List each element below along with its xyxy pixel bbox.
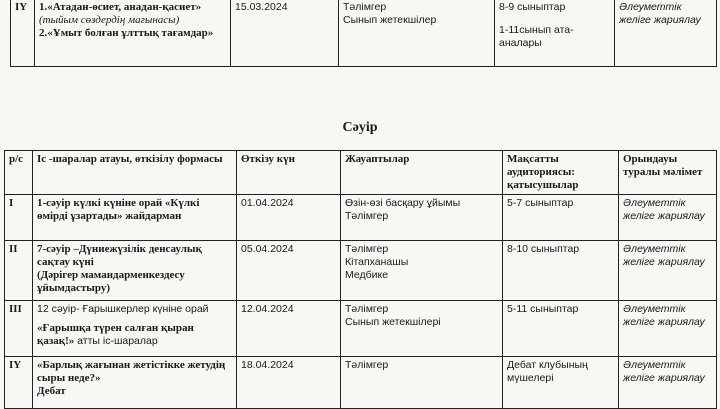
event-subtitle: (Дәрігер мамандарменкездесу ұйымдастыру) [37,269,185,294]
date-cell: 12.04.2024 [237,301,341,357]
event-subtitle: Дебат [37,385,66,397]
date-cell: 15.03.2024 [231,0,339,67]
responsible-name: Сынып жетекшілері [345,316,441,328]
event-quote: «Ғарышқа түрен салған қыран қазақ!» [37,322,194,347]
header-num: р/с [5,151,33,195]
responsible-name: Тәлімгер [343,1,387,13]
row-number: I [5,195,33,241]
row-number: IY [5,357,33,409]
responsible-name: Кітапханашы [345,256,409,268]
info-cell: Әлеуметтік желіге жариялау [619,195,717,241]
info-cell: Әлеуметтік желіге жариялау [619,357,717,409]
audience-cell: 8-10 сыныптар [503,241,619,301]
event-title: 12 сәуір- Ғарышкерлер күніне орай [37,303,209,315]
date-cell: 01.04.2024 [237,195,341,241]
info-cell: Әлеуметтік желіге жариялау [619,301,717,357]
responsible-cell [339,0,495,67]
header-audience: Мақсатты аудиториясы: қатысушылар [503,151,619,195]
responsible-cell: Тәлімгер [341,357,503,409]
event-title-2: 2.«Ұмыт болған ұлттық тағамдар» [39,27,214,39]
row-number: IY [11,0,35,67]
event-cell [35,0,231,67]
table-row [5,357,717,409]
info-cell: Әлеуметтік желіге жариялау [619,241,717,301]
table-row [5,195,717,241]
row-number: II [5,241,33,301]
responsible-cell [341,241,503,301]
header-event: Іс -шаралар атауы, өткізілу формасы [33,151,237,195]
table-row [11,0,717,67]
audience-cell: 5-11 сыныптар [503,301,619,357]
event-subtitle: (тыйым сөздердің мағынасы) [39,14,180,26]
month-title: Сәуір [342,120,378,135]
event-cell [33,301,237,357]
table-header-row [5,151,717,195]
responsible-name: Медбике [345,269,389,281]
responsible-name: Тәлімгер [345,210,389,222]
audience-cell: 5-7 сыныптар [503,195,619,241]
header-info: Орындауы туралы мәлімет [619,151,717,195]
responsible-cell [341,195,503,241]
table-row [5,301,717,357]
event-subtitle [37,322,232,348]
event-title: «Барлық жағынан жетістікке жетудің сыры неде?» [37,359,226,384]
info-cell: Әлеуметтік желіге жариялау [615,0,717,67]
april-events-table [4,150,717,409]
responsible-cell [341,301,503,357]
header-date: Өткізу күн [237,151,341,195]
event-title: 1-сәуір күлкі күніне орай «Күлкі өмірді ұзартады» жайдарман [33,195,237,241]
event-title: 1.«Атадан-өсиет, анадан-қасиет» [39,1,202,13]
row-number: III [5,301,33,357]
audience-text: 8-9 сыныптар [499,1,566,13]
table-row [5,241,717,301]
event-cell [33,357,237,409]
responsible-name: Тәлімгер [345,303,389,315]
audience-text: 1-11сынып ата-аналары [499,24,574,49]
responsible-name: Сынып жетекшілер [343,14,437,26]
date-cell: 05.04.2024 [237,241,341,301]
date-cell: 18.04.2024 [237,357,341,409]
responsible-name: Тәлімгер [345,243,389,255]
responsible-name: Өзін-өзі басқару ұйымы [345,197,461,209]
event-title: 7-сәуір –Дүниежүзілік денсаулық сақтау күні [37,243,202,268]
previous-month-table [10,0,717,67]
header-responsible: Жауаптылар [341,151,503,195]
audience-cell: Дебат клубының мүшелері [503,357,619,409]
event-suffix: атты іс-шаралар [74,335,158,347]
audience-cell [495,0,615,67]
event-cell [33,241,237,301]
